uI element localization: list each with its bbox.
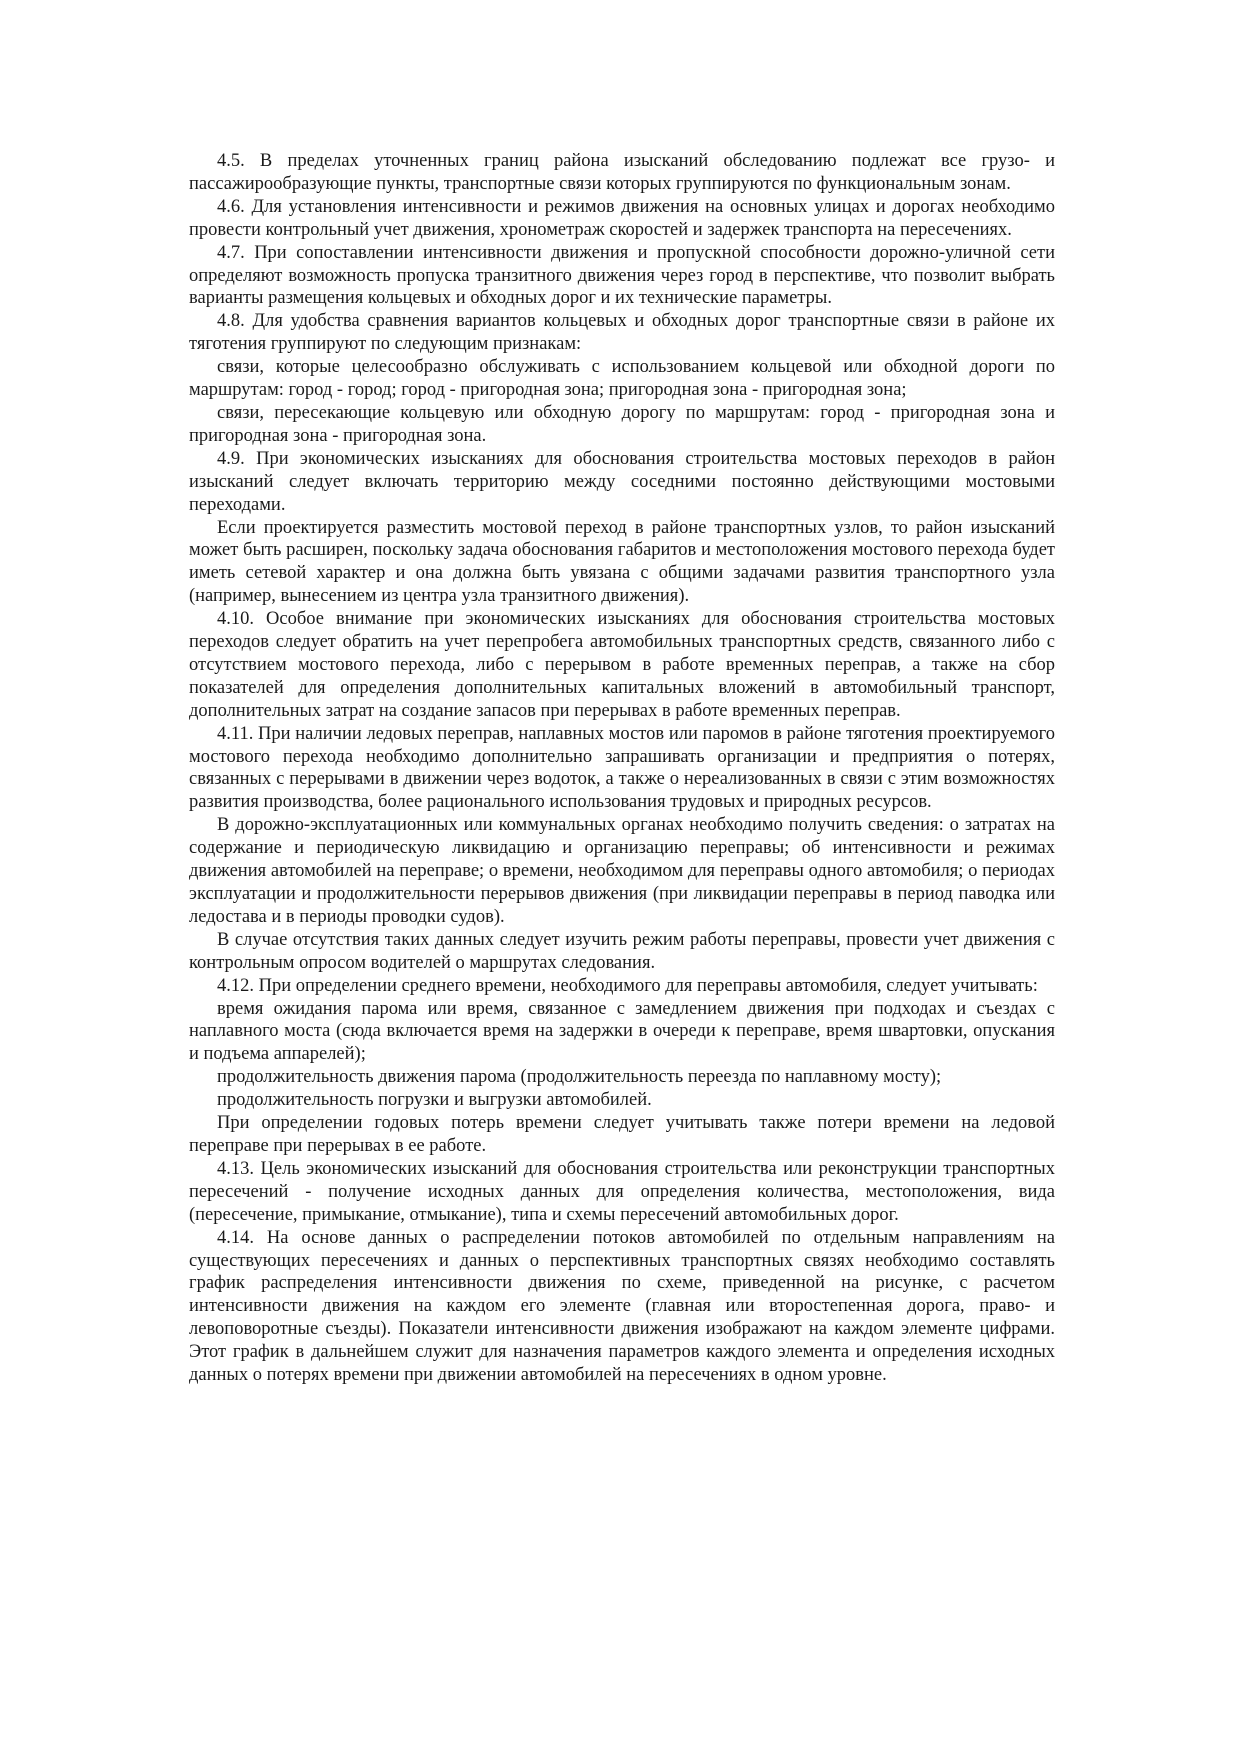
paragraph-4-6: 4.6. Для установления интенсивности и режимов движения на основных улицах и дорогах необходимо провести контрольный учет движения, хронометраж скоростей и задержек транспорта на пересечениях. xyxy=(189,196,1055,240)
paragraph-4-8-item-1: связи, которые целесообразно обслуживать с использованием кольцевой или обходной дороги по маршрутам: город - город; город - пригородная зона; пригородная зона - пригородная зона; xyxy=(189,357,1055,401)
paragraph-4-12: 4.12. При определении среднего времени, необходимого для переправы автомобиля, следует учитывать: xyxy=(217,975,1038,996)
paragraph-4-12-item-3: продолжительность погрузки и выгрузки автомобилей. xyxy=(217,1090,652,1111)
paragraph-4-8: 4.8. Для удобства сравнения вариантов кольцевых и обходных дорог транспортные связи в районе их тяготения группируют по следующим признакам: xyxy=(189,311,1055,355)
paragraph-4-11: 4.11. При наличии ледовых переправ, наплавных мостов или паромов в районе тяготения проектируемого мостового перехода необходимо дополнительно запрашивать организации и предприятия о потерях, связанных с перерывами в движении через водоток, а также о нереализованных в связи с этим возможностях развития производства, более рационального использования трудовых и природных ресурсов. xyxy=(189,723,1055,813)
paragraph-4-9: 4.9. При экономических изысканиях для обоснования строительства мостовых переходов в район изысканий следует включать территорию между соседними постоянно действующими мостовыми переходами. xyxy=(189,448,1055,515)
paragraph-4-11-no-data: В случае отсутствия таких данных следует изучить режим работы переправы, провести учет движения с контрольным опросом водителей о маршрутах следования. xyxy=(189,929,1055,973)
paragraph-4-8-item-2: связи, пересекающие кольцевую или обходную дорогу по маршрутам: город - пригородная зона и пригородная зона - пригородная зона. xyxy=(189,402,1055,446)
paragraph-4-7: 4.7. При сопоставлении интенсивности движения и пропускной способности дорожно-уличной сети определяют возможность пропуска транзитного движения через город в перспективе, что позволит выбрать варианты размещения кольцевых и обходных дорог и их технические параметры. xyxy=(189,242,1055,309)
paragraph-4-11-agencies: В дорожно-эксплуатационных или коммунальных органах необходимо получить сведения: о затратах на содержание и периодическую ликвидацию и организацию переправы; об интенсивности и режимах движения автомобилей на переправе; о времени, необходимом для переправы одного автомобиля; о периодах эксплуатации и продолжительности перерывов движения (при ликвидации переправы в период паводка или ледостава и в периоды проводки судов). xyxy=(189,815,1055,927)
document-body xyxy=(189,150,1055,1387)
paragraph-4-12-item-1: время ожидания парома или время, связанное с замедлением движения при подходах и съездах с наплавного моста (сюда включается время на задержки в очереди к переправе, время швартовки, опускания и подъема аппарелей); xyxy=(189,998,1055,1065)
paragraph-4-10: 4.10. Особое внимание при экономических изысканиях для обоснования строительства мостовых переходов следует обратить на учет перепробега автомобильных транспортных средств, связанного либо с отсутствием мостового перехода, либо с перерывом в работе временных переправ, а также на сбор показателей для определения дополнительных капитальных вложений в автомобильный транспорт, дополнительных затрат на создание запасов при перерывах в работе временных переправ. xyxy=(189,609,1055,721)
paragraph-4-9-continued: Если проектируется разместить мостовой переход в районе транспортных узлов, то район изысканий может быть расширен, поскольку задача обоснования габаритов и местоположения мостового перехода будет иметь сетевой характер и она должна быть увязана с общими задачами развития транспортного узла (например, вынесением из центра узла транзитного движения). xyxy=(189,517,1055,607)
paragraph-4-12-item-2: продолжительность движения парома (продолжительность переезда по наплавному мосту); xyxy=(217,1067,942,1088)
paragraph-4-14: 4.14. На основе данных о распределении потоков автомобилей по отдельным направлениям на существующих пересечениях и данных о перспективных транспортных связях необходимо составлять график распределения интенсивности движения по схеме, приведенной на рисунке, с расчетом интенсивности движения на каждом его элементе (главная или второстепенная дорога, право- и левоповоротные съезды). Показатели интенсивности движения изображают на каждом элементе цифрами. Этот график в дальнейшем служит для назначения параметров каждого элемента и определения исходных данных о потерях времени при движении автомобилей на пересечениях в одном уровне. xyxy=(189,1227,1055,1386)
paragraph-4-5: 4.5. В пределах уточненных границ района изысканий обследованию подлежат все грузо- и пассажирообразующие пункты, транспортные связи которых группируются по функциональным зонам. xyxy=(189,151,1055,194)
paragraph-4-12-annual-losses: При определении годовых потерь времени следует учитывать также потери времени на ледовой переправе при перерывах в ее работе. xyxy=(189,1113,1055,1156)
paragraph-4-13: 4.13. Цель экономических изысканий для обоснования строительства или реконструкции транспортных пересечений - получение исходных данных для определения количества, местоположения, вида (пересечение, примыкание, отмыкание), типа и схемы пересечений автомобильных дорог. xyxy=(189,1158,1055,1225)
